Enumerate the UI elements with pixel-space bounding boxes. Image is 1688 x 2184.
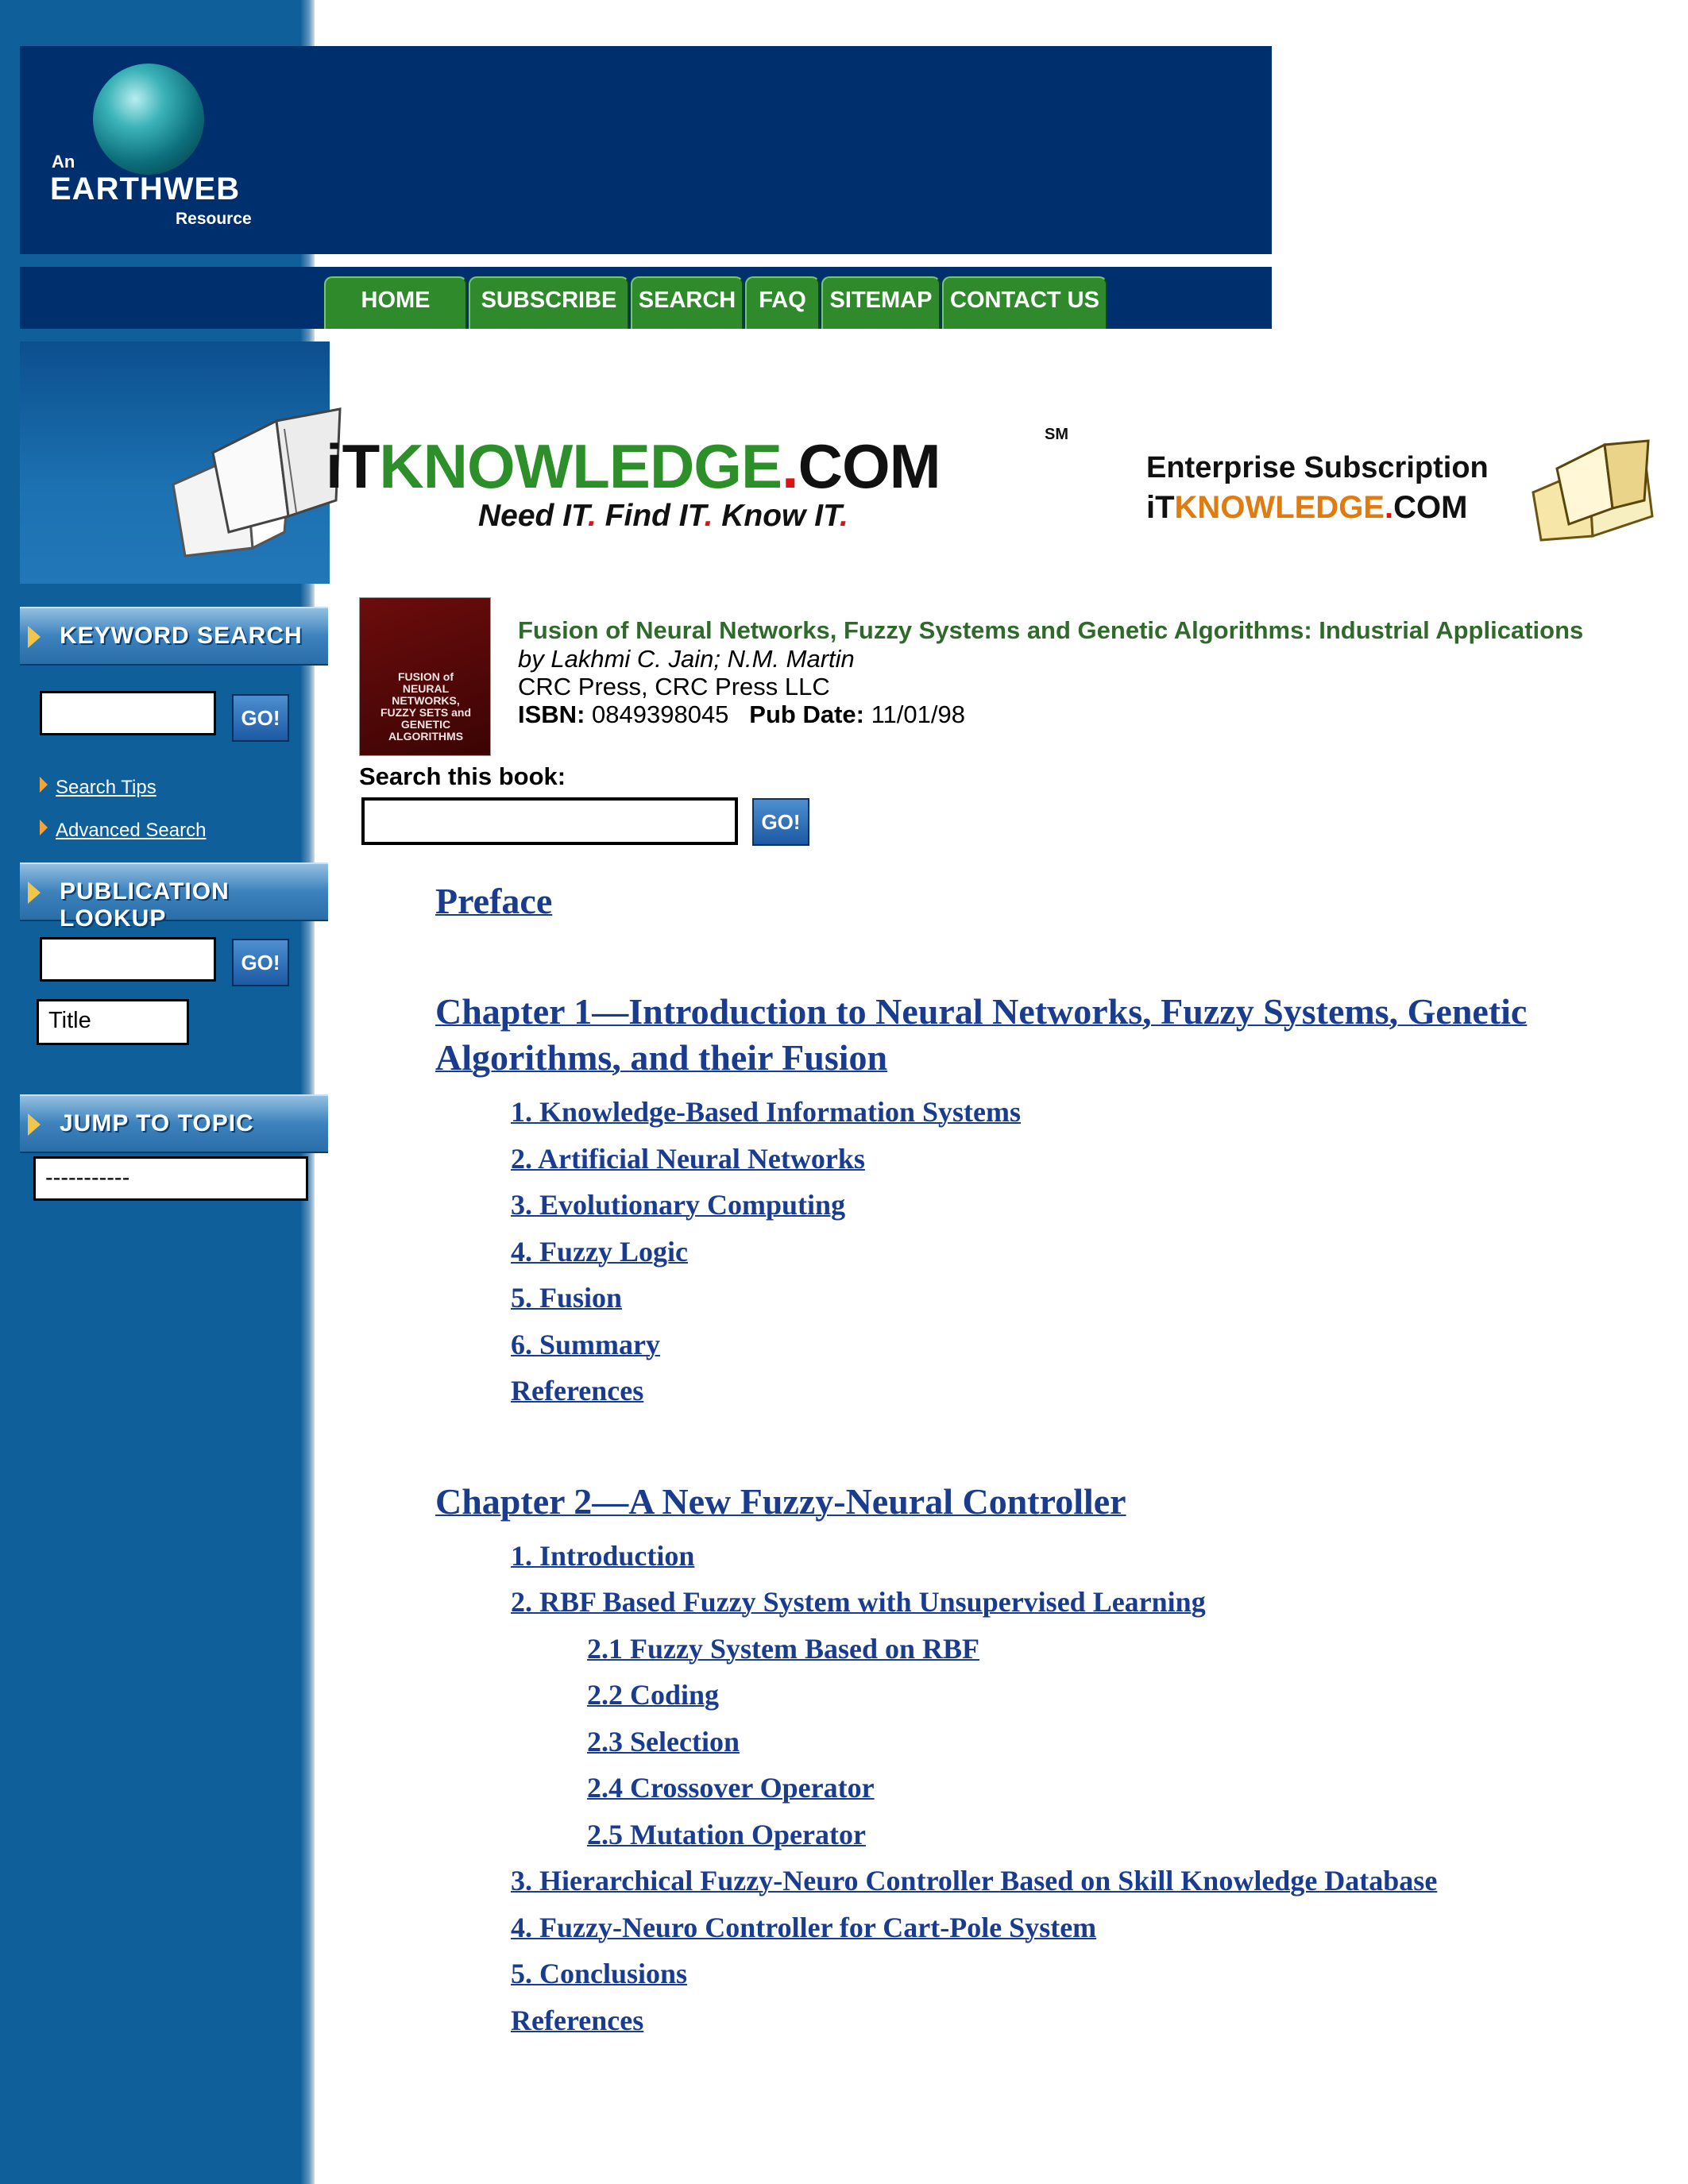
toc-ch1-item[interactable]: 1. Knowledge-Based Information Systems [511,1096,1022,1128]
toc-ch2-subitem[interactable]: 2.5 Mutation Operator [587,1819,866,1850]
publication-go-button[interactable]: GO! [232,939,289,986]
jump-to-topic-header [20,1094,328,1153]
tagline-dot-2: . [704,499,713,533]
search-tips-link[interactable]: Search Tips [56,777,156,798]
book-publisher: CRC Press, CRC Press LLC [518,673,830,700]
keyword-go-button[interactable]: GO! [232,694,289,742]
enterprise-brand-com: COM [1393,490,1468,525]
logo-an-text: An [52,152,75,172]
tagline-part-3: Know IT [721,499,840,533]
service-mark: SM [1045,426,1068,443]
jump-to-topic-label: JUMP TO TOPIC [60,1110,254,1136]
pubdate-value: 11/01/98 [871,700,965,728]
toc-ch1-item[interactable]: References [511,1375,644,1406]
tagline-dot-1: . [587,499,597,533]
enterprise-brand[interactable] [1146,490,1467,526]
nav-faq-button[interactable]: FAQ [745,276,820,329]
toc-ch1-item[interactable]: 4. Fuzzy Logic [511,1236,688,1268]
nav-bar [20,267,1272,329]
isbn-label: ISBN: [518,700,585,728]
enterprise-brand-dot: . [1384,490,1394,525]
nav-contact-us-button[interactable]: CONTACT US [942,276,1107,329]
nav-home-button[interactable]: HOME [324,276,467,329]
keyword-search-input[interactable] [40,691,216,735]
triangle-arrow-icon [28,882,41,904]
book-author: by Lakhmi C. Jain; N.M. Martin [518,645,855,673]
logo-resource-text: Resource [176,210,252,228]
book-cover-image [359,597,491,756]
publication-lookup-header [20,862,328,932]
advanced-search-link[interactable]: Advanced Search [56,820,207,841]
toc-ch2-item[interactable]: References [511,2005,644,2036]
earthweb-logo-text[interactable]: EARTHWEB [50,172,241,206]
book-isbn-line [518,700,965,729]
brand-com: COM [798,431,941,501]
nav-sitemap-button[interactable]: SITEMAP [821,276,941,329]
publication-lookup-input[interactable] [40,937,216,982]
triangle-arrow-icon [28,626,41,648]
itknowledge-brand[interactable] [326,430,941,503]
toc-ch2-item[interactable]: 2. RBF Based Fuzzy System with Unsupervised Learning [511,1586,1206,1618]
toc-ch2-item[interactable]: 4. Fuzzy-Neuro Controller for Cart-Pole System [511,1912,1097,1943]
isbn-value: 0849398045 [592,700,729,728]
brand-knowledge: KNOWLEDGE [379,431,782,501]
pubdate-label: Pub Date: [749,700,864,728]
triangle-arrow-icon [28,1113,41,1136]
toc-ch1-item[interactable]: 3. Evolutionary Computing [511,1189,846,1221]
toc-ch1-item[interactable]: 6. Summary [511,1329,660,1360]
publication-lookup-label: PUBLICATION LOOKUP [60,878,230,932]
book-cover-title: FUSION of NEURAL NETWORKS, FUZZY SETS and GENETIC ALGORITHMS [380,670,472,743]
brand-dot: . [781,431,798,501]
toc-ch2-subitem[interactable]: 2.2 Coding [587,1679,720,1711]
search-book-input[interactable] [361,797,738,845]
nav-subscribe-button[interactable]: SUBSCRIBE [469,276,629,329]
enterprise-brand-it: iT [1146,490,1175,525]
enterprise-subscription-title[interactable]: Enterprise Subscription [1146,451,1489,484]
toc-preface-link[interactable]: Preface [435,881,553,921]
tagline-part-2: Find IT [605,499,705,533]
toc-ch1-item[interactable]: 5. Fusion [511,1282,623,1314]
toc-ch1-item[interactable]: 2. Artificial Neural Networks [511,1143,865,1175]
keyword-search-label: KEYWORD SEARCH [60,623,303,649]
keyword-search-header [20,607,328,666]
brand-it: iT [326,431,380,501]
search-book-go-button[interactable]: GO! [752,798,809,846]
tagline-dot-3: . [840,499,848,533]
toc-ch2-item[interactable]: 1. Introduction [511,1540,695,1572]
toc-chapter-1-link[interactable]: Chapter 1—Introduction to Neural Networks, Fuzzy Systems, Genetic [435,991,1528,1032]
toc-chapter-2-link[interactable]: Chapter 2—A New Fuzzy-Neural Controller [435,1481,1126,1522]
toc-chapter-1-link-continued[interactable]: Algorithms, and their Fusion [435,1037,888,1078]
nav-search-button[interactable]: SEARCH [631,276,744,329]
lookup-type-select[interactable]: Title [37,999,189,1045]
hero-tagline [478,499,848,534]
book-title: Fusion of Neural Networks, Fuzzy Systems and Genetic Algorithms: Industrial Applications [518,616,1584,644]
bullet-icon [40,820,48,835]
toc-ch2-subitem[interactable]: 2.1 Fuzzy System Based on RBF [587,1633,979,1665]
earthweb-banner [20,46,1272,254]
toc-ch2-subitem[interactable]: 2.4 Crossover Operator [587,1772,875,1804]
jump-to-topic-select[interactable]: ----------- [33,1156,308,1201]
search-book-label: Search this book: [359,762,566,790]
gold-books-icon [1525,437,1660,548]
toc-ch2-subitem[interactable]: 2.3 Selection [587,1726,740,1758]
toc-ch2-item[interactable]: 3. Hierarchical Fuzzy-Neuro Controller Based on Skill Knowledge Database [511,1865,1438,1897]
enterprise-brand-knowledge: KNOWLEDGE [1174,490,1385,525]
globe-logo-icon[interactable] [93,64,204,175]
toc-ch2-item[interactable]: 5. Conclusions [511,1958,688,1989]
tagline-part-1: Need IT [478,499,588,533]
bullet-icon [40,777,48,793]
